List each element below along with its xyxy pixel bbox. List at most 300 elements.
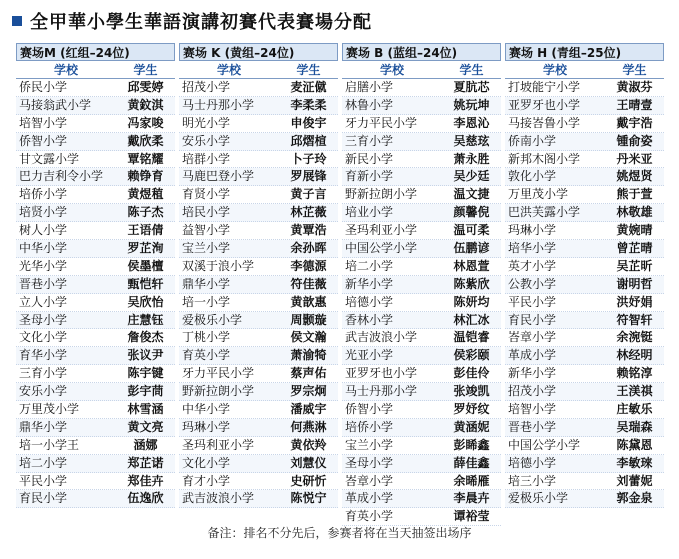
student-cell: 谭裕莹 <box>453 509 490 524</box>
school-cell: 武吉波浪小学 <box>345 330 418 345</box>
table-row <box>16 168 175 186</box>
school-cell: 圣玛利亚小学 <box>182 437 255 452</box>
school-cell: 马鹿巴登小学 <box>182 169 255 184</box>
school-cell: 培德小学 <box>508 455 557 470</box>
student-cell: 李敏琜 <box>616 455 653 470</box>
table-row <box>342 312 501 330</box>
table-row <box>179 365 338 383</box>
table-row <box>505 365 664 383</box>
student-cell: 吴瑞森 <box>616 419 653 434</box>
table-header <box>179 61 338 79</box>
table-row <box>16 79 175 97</box>
student-cell: 陈悦宁 <box>290 491 327 506</box>
student-cell: 王渼祺 <box>616 384 653 399</box>
venue-title: 赛场 H (青组–25位) <box>505 43 664 61</box>
student-cell: 伍逸欣 <box>127 491 164 506</box>
school-cell: 明光小学 <box>182 115 231 130</box>
school-cell: 启膳小学 <box>345 80 394 94</box>
school-cell: 牙力平民小学 <box>182 366 255 381</box>
school-cell: 侨民小学 <box>19 80 68 94</box>
student-cell: 涵娜 <box>133 437 158 452</box>
student-cell: 萧渝犄 <box>290 348 327 363</box>
student-cell: 侯文瀚 <box>290 330 327 345</box>
table-row <box>505 455 664 473</box>
school-cell: 中华小学 <box>19 241 68 256</box>
student-cell: 林敬雄 <box>616 205 653 220</box>
table-row <box>16 383 175 401</box>
school-cell: 益智小学 <box>182 223 231 238</box>
student-cell: 黄依羚 <box>290 437 327 452</box>
table-row <box>16 365 175 383</box>
school-cell: 培侨小学 <box>19 187 68 202</box>
student-cell: 姚煜贤 <box>616 169 653 184</box>
school-cell: 双溪于浪小学 <box>182 258 255 273</box>
student-cell: 林经明 <box>616 348 653 363</box>
page-title: 全甲華小學生華語演講初賽代表賽場分配 <box>30 12 372 33</box>
school-cell: 巴力吉利令小学 <box>19 169 104 184</box>
school-cell: 育新小学 <box>345 169 394 184</box>
table-row <box>179 97 338 115</box>
table-row <box>505 383 664 401</box>
school-cell: 鼎华小学 <box>19 419 68 434</box>
school-cell: 招茂小学 <box>508 384 557 399</box>
table-body <box>505 79 664 508</box>
table-row <box>505 329 664 347</box>
student-cell: 卜子玲 <box>290 151 327 166</box>
school-cell: 育民小学 <box>19 491 68 506</box>
student-cell: 彭睎鑫 <box>453 437 490 452</box>
venue-column <box>342 43 501 526</box>
school-cell: 宝兰小学 <box>182 241 231 256</box>
student-cell: 张议尹 <box>127 348 164 363</box>
venue-title: 赛场 K (黄组–24位) <box>179 43 338 61</box>
table-row <box>179 258 338 276</box>
table-row <box>16 276 175 294</box>
student-cell: 王语倩 <box>127 223 164 238</box>
student-cell: 符智轩 <box>616 312 653 327</box>
student-cell: 陈紫欣 <box>453 276 490 291</box>
table-row <box>16 115 175 133</box>
student-cell: 黄涵妮 <box>453 419 490 434</box>
student-cell: 戴宇浩 <box>616 115 653 130</box>
table-row <box>505 401 664 419</box>
student-cell: 林恩萱 <box>453 258 490 273</box>
school-column-header: 学校 <box>379 63 404 77</box>
student-cell: 罗宗炯 <box>290 384 327 399</box>
venue-title: 赛场 B (蓝组–24位) <box>342 43 501 61</box>
student-cell: 刘蕾妮 <box>616 473 653 488</box>
school-column-header: 学校 <box>53 63 78 77</box>
school-cell: 革成小学 <box>508 348 557 363</box>
student-cell: 彭佳伶 <box>453 366 490 381</box>
school-cell: 英才小学 <box>508 258 557 273</box>
school-cell: 牙力平民小学 <box>345 115 418 130</box>
table-row <box>179 186 338 204</box>
table-row <box>16 240 175 258</box>
school-cell: 安乐小学 <box>182 133 231 148</box>
student-cell: 詹俊杰 <box>127 330 164 345</box>
school-cell: 新民小学 <box>345 151 394 166</box>
title-bullet-icon <box>12 16 22 26</box>
school-cell: 平民小学 <box>508 294 557 309</box>
student-cell: 李恩沁 <box>453 115 490 130</box>
school-cell: 育英小学 <box>182 348 231 363</box>
student-cell: 何燕淋 <box>290 419 327 434</box>
student-cell: 张竣凯 <box>453 384 490 399</box>
school-cell: 文化小学 <box>182 455 231 470</box>
student-cell: 侯墨檀 <box>127 258 164 273</box>
title-bar <box>12 6 372 36</box>
school-cell: 中国公学小学 <box>345 241 418 256</box>
table-row <box>179 329 338 347</box>
school-cell: 育英小学 <box>345 509 394 524</box>
table-row <box>16 455 175 473</box>
student-cell: 周颢璇 <box>290 312 327 327</box>
venue-columns <box>16 43 667 526</box>
school-cell: 三育小学 <box>19 366 68 381</box>
school-cell: 培贤小学 <box>19 205 68 220</box>
table-row <box>505 294 664 312</box>
student-cell: 刘慧仪 <box>290 455 327 470</box>
student-cell: 姚玩坤 <box>453 97 490 112</box>
school-cell: 爱极乐小学 <box>508 491 569 506</box>
student-cell: 庄慧钰 <box>127 312 164 327</box>
table-row <box>179 151 338 169</box>
table-row <box>179 133 338 151</box>
table-row <box>505 222 664 240</box>
table-row <box>179 419 338 437</box>
school-cell: 培业小学 <box>345 205 394 220</box>
school-cell: 新华小学 <box>508 366 557 381</box>
venue-column <box>505 43 664 526</box>
table-row <box>342 455 501 473</box>
student-cell: 邱雯婷 <box>127 80 164 94</box>
table-row <box>505 168 664 186</box>
student-column-header: 学生 <box>296 63 321 77</box>
table-row <box>342 365 501 383</box>
table-row <box>342 294 501 312</box>
school-cell: 培三小学 <box>508 473 557 488</box>
student-cell: 郭金泉 <box>616 491 653 506</box>
table-row <box>342 383 501 401</box>
table-row <box>179 490 338 508</box>
table-row <box>179 473 338 491</box>
student-cell: 谢明哲 <box>616 276 653 291</box>
school-cell: 中国公学小学 <box>508 437 581 452</box>
student-cell: 李柔柔 <box>290 97 327 112</box>
school-cell: 培二小学 <box>19 455 68 470</box>
table-row <box>342 168 501 186</box>
table-row <box>342 222 501 240</box>
school-cell: 峇章小学 <box>345 473 394 488</box>
student-cell: 王晴壹 <box>616 97 653 112</box>
student-cell: 林汇冰 <box>453 312 490 327</box>
table-row <box>179 312 338 330</box>
table-row <box>342 329 501 347</box>
table-row <box>16 401 175 419</box>
school-cell: 树人小学 <box>19 223 68 238</box>
table-body <box>16 79 175 508</box>
table-row <box>16 473 175 491</box>
table-row <box>342 473 501 491</box>
school-cell: 三育小学 <box>345 133 394 148</box>
table-row <box>179 79 338 97</box>
table-row <box>505 240 664 258</box>
student-cell: 陈妍均 <box>453 294 490 309</box>
school-cell: 峇章小学 <box>508 330 557 345</box>
school-cell: 野新拉朗小学 <box>182 384 255 399</box>
school-cell: 马士丹那小学 <box>345 384 418 399</box>
school-cell: 培群小学 <box>182 151 231 166</box>
table-row <box>16 151 175 169</box>
table-row <box>505 312 664 330</box>
student-cell: 庄敏乐 <box>616 402 653 417</box>
table-row <box>16 329 175 347</box>
school-cell: 万里茂小学 <box>508 187 569 202</box>
table-row <box>342 186 501 204</box>
school-cell: 育华小学 <box>19 348 68 363</box>
student-cell: 申俊宇 <box>290 115 327 130</box>
student-cell: 李德源 <box>290 258 327 273</box>
table-row <box>505 276 664 294</box>
table-row <box>16 133 175 151</box>
school-cell: 亚罗牙也小学 <box>508 97 581 112</box>
table-row <box>16 258 175 276</box>
table-header <box>16 61 175 79</box>
school-cell: 丁桃小学 <box>182 330 231 345</box>
student-column-header: 学生 <box>459 63 484 77</box>
school-cell: 文化小学 <box>19 330 68 345</box>
student-cell: 吴慈玹 <box>453 133 490 148</box>
student-cell: 熊于萱 <box>616 187 653 202</box>
table-row <box>16 347 175 365</box>
table-row <box>342 490 501 508</box>
table-row <box>342 258 501 276</box>
school-cell: 培德小学 <box>345 294 394 309</box>
table-row <box>179 204 338 222</box>
school-cell: 培智小学 <box>508 402 557 417</box>
school-cell: 光亚小学 <box>345 348 394 363</box>
school-cell: 培侨小学 <box>345 419 394 434</box>
school-cell: 育才小学 <box>182 473 231 488</box>
school-cell: 宝兰小学 <box>345 437 394 452</box>
table-header <box>505 61 664 79</box>
school-cell: 培华小学 <box>508 241 557 256</box>
student-cell: 彭宇茼 <box>127 384 164 399</box>
student-cell: 邱熠楦 <box>290 133 327 148</box>
student-cell: 黄文亮 <box>127 419 164 434</box>
student-cell: 覃铭耀 <box>127 151 164 166</box>
table-row <box>342 347 501 365</box>
school-cell: 培智小学 <box>19 115 68 130</box>
student-cell: 郑芷诺 <box>127 455 164 470</box>
table-row <box>16 419 175 437</box>
school-cell: 圣玛利亚小学 <box>345 223 418 238</box>
student-cell: 戴欣柔 <box>127 133 164 148</box>
venue-column <box>16 43 175 526</box>
table-row <box>342 115 501 133</box>
school-cell: 培民小学 <box>182 205 231 220</box>
student-cell: 史研忻 <box>290 473 327 488</box>
table-row <box>505 186 664 204</box>
school-cell: 晋巷小学 <box>508 419 557 434</box>
table-row <box>342 419 501 437</box>
student-cell: 温铠睿 <box>453 330 490 345</box>
footnote: 备注：排名不分先后，参赛者将在当天抽签出场序 <box>207 526 472 540</box>
school-cell: 野新拉朗小学 <box>345 187 418 202</box>
student-cell: 李晨卉 <box>453 491 490 506</box>
school-cell: 招茂小学 <box>182 80 231 94</box>
student-cell: 伍鹏谚 <box>453 241 490 256</box>
student-cell: 曾芷晴 <box>616 241 653 256</box>
school-cell: 中华小学 <box>182 402 231 417</box>
school-cell: 甘文露小学 <box>19 151 80 166</box>
table-row <box>16 294 175 312</box>
school-cell: 香林小学 <box>345 312 394 327</box>
school-cell: 林鲁小学 <box>345 97 394 112</box>
venue-title: 赛场M (红组–24位) <box>16 43 175 61</box>
student-cell: 黄覃浩 <box>290 223 327 238</box>
student-cell: 陈子杰 <box>127 205 164 220</box>
school-cell: 马接翁武小学 <box>19 97 92 112</box>
table-row <box>505 97 664 115</box>
student-cell: 萧永胜 <box>453 151 490 166</box>
school-cell: 新邦木阁小学 <box>508 151 581 166</box>
student-cell: 甄恺轩 <box>127 276 164 291</box>
table-row <box>16 186 175 204</box>
school-cell: 圣母小学 <box>19 312 68 327</box>
table-row <box>179 168 338 186</box>
student-cell: 温文捷 <box>453 187 490 202</box>
table-row <box>342 437 501 455</box>
school-column-header: 学校 <box>216 63 241 77</box>
student-cell: 冯家唆 <box>127 115 164 130</box>
student-cell: 洪妤娟 <box>616 294 653 309</box>
student-cell: 潘威宇 <box>290 402 327 417</box>
school-cell: 敦化小学 <box>508 169 557 184</box>
school-cell: 侨南小学 <box>508 133 557 148</box>
student-cell: 陈宇键 <box>127 366 164 381</box>
student-cell: 温可柔 <box>453 223 490 238</box>
table-row <box>505 258 664 276</box>
table-row <box>16 204 175 222</box>
school-cell: 培一小学王 <box>19 437 80 452</box>
table-row <box>342 204 501 222</box>
school-cell: 立人小学 <box>19 294 68 309</box>
student-cell: 蔡声佑 <box>290 366 327 381</box>
table-row <box>505 347 664 365</box>
table-row <box>16 312 175 330</box>
student-cell: 罗芷洵 <box>127 241 164 256</box>
school-cell: 公教小学 <box>508 276 557 291</box>
table-header <box>342 61 501 79</box>
table-row <box>179 276 338 294</box>
student-cell: 麦泟僦 <box>290 80 327 94</box>
school-cell: 亚罗牙也小学 <box>345 366 418 381</box>
student-cell: 赖铭淳 <box>616 366 653 381</box>
table-row <box>505 79 664 97</box>
school-column-header: 学校 <box>542 63 567 77</box>
school-cell: 培一小学 <box>182 294 231 309</box>
school-cell: 晋巷小学 <box>19 276 68 291</box>
student-cell: 夏肮芯 <box>453 80 490 94</box>
school-cell: 育民小学 <box>508 312 557 327</box>
student-cell: 黄歆惠 <box>290 294 327 309</box>
student-cell: 黄婉晴 <box>616 223 653 238</box>
student-column-header: 学生 <box>622 63 647 77</box>
table-row <box>179 437 338 455</box>
student-cell: 林芷薇 <box>290 205 327 220</box>
table-row <box>179 383 338 401</box>
student-cell: 余晞雁 <box>453 473 490 488</box>
school-cell: 玛琳小学 <box>182 419 231 434</box>
student-cell: 侯彩颐 <box>453 348 490 363</box>
student-cell: 陈黛恩 <box>616 437 653 452</box>
school-cell: 光华小学 <box>19 258 68 273</box>
table-row <box>505 419 664 437</box>
student-cell: 罗妤纹 <box>453 402 490 417</box>
student-cell: 赖铮育 <box>127 169 164 184</box>
student-cell: 吴芷昕 <box>616 258 653 273</box>
student-cell: 符佳薇 <box>290 276 327 291</box>
school-cell: 育贤小学 <box>182 187 231 202</box>
table-body <box>179 79 338 508</box>
school-cell: 平民小学 <box>19 473 68 488</box>
table-row <box>505 437 664 455</box>
table-row <box>505 133 664 151</box>
student-cell: 吴欣怡 <box>127 294 164 309</box>
table-row <box>342 401 501 419</box>
table-row <box>342 133 501 151</box>
table-row <box>16 97 175 115</box>
student-cell: 林雪涵 <box>127 402 164 417</box>
table-row <box>179 240 338 258</box>
table-row <box>342 240 501 258</box>
student-column-header: 学生 <box>133 63 158 77</box>
table-row <box>342 97 501 115</box>
school-cell: 新华小学 <box>345 276 394 291</box>
table-row <box>179 294 338 312</box>
school-cell: 巴洪芙露小学 <box>508 205 581 220</box>
student-cell: 余孙晖 <box>290 241 327 256</box>
table-row <box>16 222 175 240</box>
table-row <box>342 151 501 169</box>
school-cell: 武吉波浪小学 <box>182 491 255 506</box>
school-cell: 革成小学 <box>345 491 394 506</box>
student-cell: 余涴铤 <box>616 330 653 345</box>
school-cell: 万里茂小学 <box>19 402 80 417</box>
student-cell: 薛佳鑫 <box>453 455 490 470</box>
student-cell: 黄鈫淇 <box>127 97 164 112</box>
student-cell: 丹米亚 <box>616 151 653 166</box>
table-row <box>179 347 338 365</box>
school-cell: 马士丹那小学 <box>182 97 255 112</box>
student-cell: 黄煜稙 <box>127 187 164 202</box>
student-cell: 罗展锋 <box>290 169 327 184</box>
school-cell: 安乐小学 <box>19 384 68 399</box>
school-cell: 圣母小学 <box>345 455 394 470</box>
table-row <box>179 222 338 240</box>
student-cell: 黄淑芬 <box>616 80 653 94</box>
school-cell: 鼎华小学 <box>182 276 231 291</box>
table-row <box>179 401 338 419</box>
venue-column <box>179 43 338 526</box>
student-cell: 颜馨倪 <box>453 205 490 220</box>
table-row <box>505 490 664 508</box>
school-cell: 侨智小学 <box>19 133 68 148</box>
table-row <box>179 115 338 133</box>
table-row <box>505 115 664 133</box>
